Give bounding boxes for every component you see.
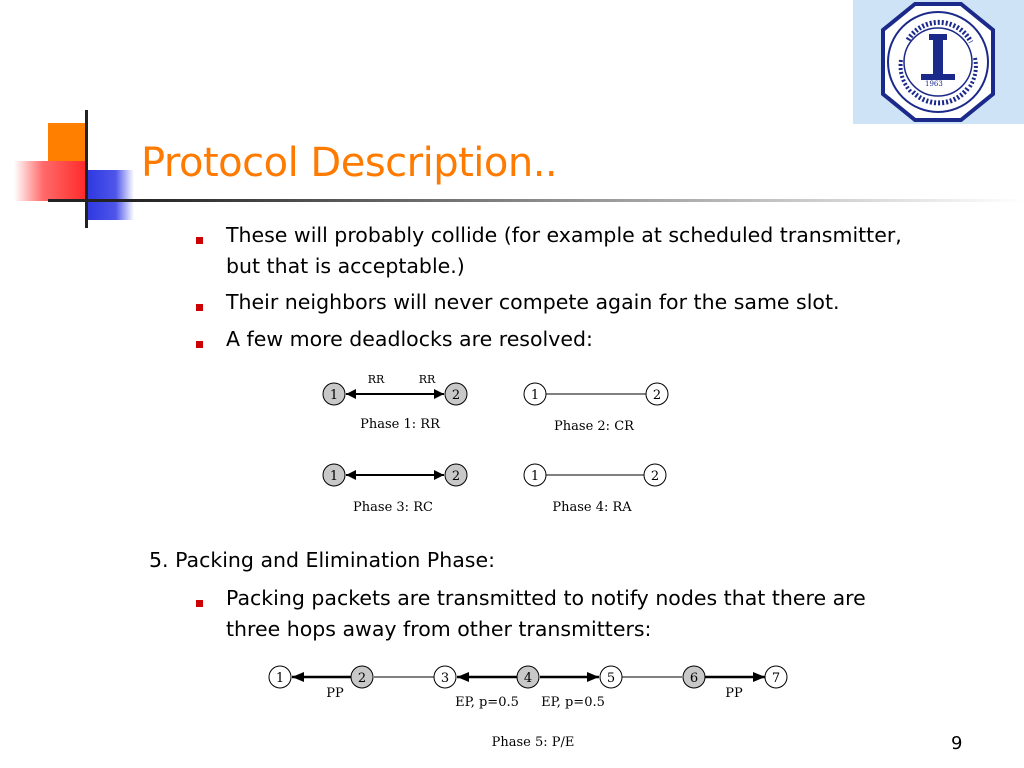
phase-caption: Phase 5: P/E bbox=[491, 735, 575, 750]
edge-label: EP, p=0.5 bbox=[541, 695, 605, 710]
bullet-marker bbox=[196, 304, 203, 311]
edge-label: RR bbox=[367, 373, 385, 386]
university-seal-icon bbox=[853, 0, 1024, 124]
node-label: 2 bbox=[652, 388, 662, 403]
node-label: 2 bbox=[451, 388, 461, 403]
phases-diagram bbox=[300, 365, 700, 525]
phase-caption: Phase 3: RC bbox=[353, 500, 433, 515]
decor-orange-square bbox=[48, 123, 88, 163]
node-label: 1 bbox=[329, 388, 339, 403]
phase-caption: Phase 2: CR bbox=[554, 419, 634, 434]
node-label: 2 bbox=[451, 469, 461, 484]
node-label: 1 bbox=[530, 469, 540, 484]
arrowhead-left-icon bbox=[346, 389, 356, 399]
slide-title: Protocol Description.. bbox=[141, 140, 558, 186]
arrowhead-right-icon bbox=[434, 389, 444, 399]
phase-4-diagram bbox=[524, 464, 666, 515]
bullet-marker bbox=[196, 600, 203, 607]
node-label: 5 bbox=[606, 671, 616, 686]
node-label: 1 bbox=[275, 671, 285, 686]
edge-label: EP, p=0.5 bbox=[455, 695, 519, 710]
node-label: 3 bbox=[440, 671, 450, 686]
decor-horizontal-line bbox=[48, 199, 126, 202]
phase-1-diagram bbox=[323, 373, 467, 432]
node-label: 2 bbox=[357, 671, 367, 686]
node-label: 7 bbox=[771, 671, 781, 686]
arrowhead-right-icon bbox=[753, 672, 765, 682]
bullet-text-1: These will probably collide (for example at scheduled transmitter, but that is acceptable.) bbox=[226, 223, 902, 278]
bullet-text-packing: Packing packets are transmitted to notify nodes that there are three hops away from other transmitters: bbox=[226, 586, 866, 641]
phase-2-diagram bbox=[524, 383, 668, 434]
arrowhead-left-icon bbox=[292, 672, 304, 682]
page-number: 9 bbox=[951, 733, 963, 754]
decor-red-square bbox=[14, 161, 86, 201]
decor-vertical-line bbox=[85, 110, 88, 228]
bullet-marker bbox=[196, 341, 203, 348]
arrowhead-left-icon bbox=[346, 470, 356, 480]
node-label: 1 bbox=[530, 388, 540, 403]
phase5-diagram bbox=[260, 660, 800, 755]
node-label: 1 bbox=[329, 469, 339, 484]
edge-label: PP bbox=[326, 686, 344, 701]
phase-caption: Phase 1: RR bbox=[360, 417, 440, 432]
phase-caption: Phase 4: RA bbox=[552, 500, 632, 515]
node-label: 2 bbox=[650, 469, 660, 484]
svg-text:1963: 1963 bbox=[925, 80, 943, 88]
arrowhead-right-icon bbox=[587, 672, 599, 682]
university-logo bbox=[853, 0, 1024, 124]
decor-blue-square bbox=[88, 170, 134, 220]
edge-label: RR bbox=[418, 373, 436, 386]
phase-3-diagram bbox=[323, 464, 467, 515]
title-underline bbox=[126, 199, 1024, 202]
node-label: 6 bbox=[689, 671, 699, 686]
edge-label: PP bbox=[725, 686, 743, 701]
arrowhead-right-icon bbox=[434, 470, 444, 480]
bullet-marker bbox=[196, 237, 203, 244]
section-heading: 5. Packing and Elimination Phase: bbox=[149, 548, 495, 572]
bullet-text-2: Their neighbors will never compete again for the same slot. bbox=[226, 290, 840, 314]
bullet-text-3: A few more deadlocks are resolved: bbox=[226, 327, 593, 351]
arrowhead-left-icon bbox=[457, 672, 469, 682]
node-label: 4 bbox=[523, 671, 533, 686]
